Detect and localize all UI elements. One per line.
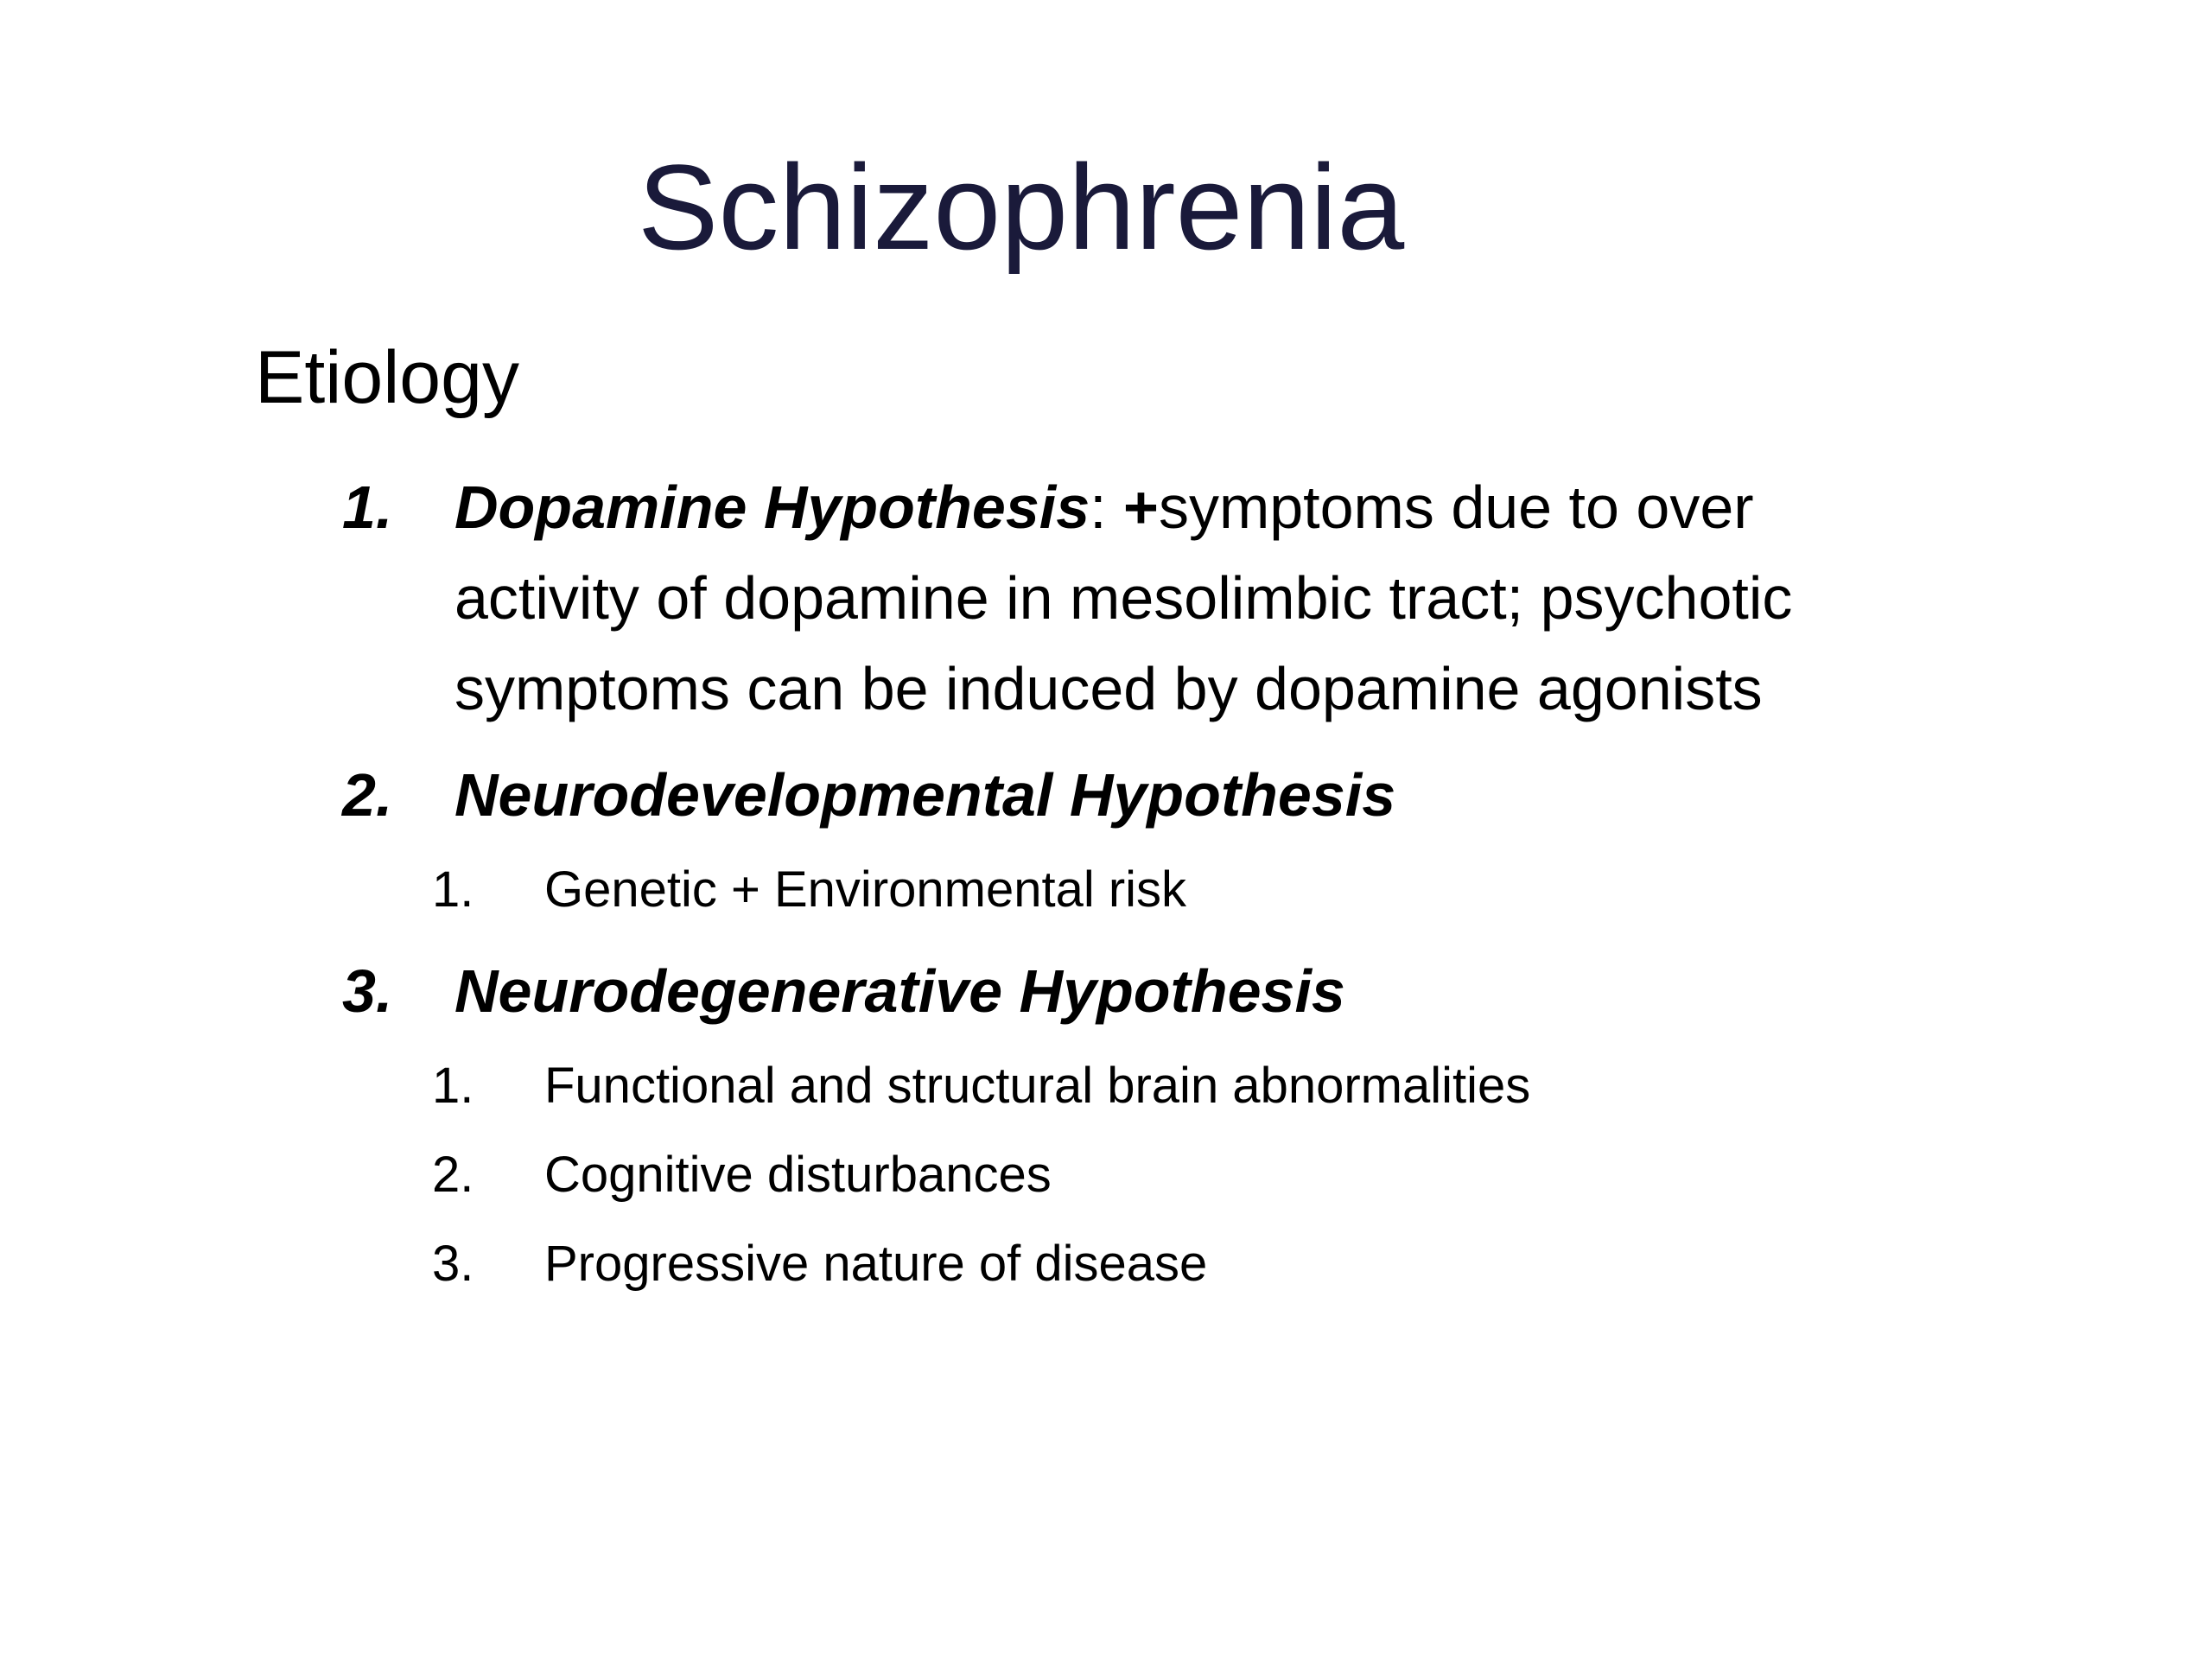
slide-title: Schizophrenia [638,139,1405,275]
hypothesis-heading: Dopamine Hypothesis [454,474,1090,541]
sub-list-text: Functional and structural brain abnormalities [544,1058,1531,1114]
sub-list-text: Genetic + Environmental risk [544,861,1187,918]
hypothesis-heading: Neurodevelopmental Hypothesis [454,761,1396,829]
list-number: 3. [342,957,393,1025]
sub-list-text: Cognitive disturbances [544,1147,1052,1203]
sub-list-number: 2. [432,1147,474,1203]
sub-list-number: 3. [432,1236,474,1292]
sub-list-text: Progressive nature of disease [544,1236,1208,1292]
item-text-line: activity of dopamine in mesolimbic tract; psychotic [454,564,1793,632]
sub-list-number: 1. [432,1058,474,1114]
separator: : [1090,474,1107,541]
list-number: 1. [342,474,393,541]
item-text-line: symptoms can be induced by dopamine agonists [454,655,1763,722]
list-number: 2. [342,761,393,829]
section-heading: Etiology [255,336,519,419]
item-text-line: symptoms due to over [1158,474,1754,541]
plus-sign: + [1123,474,1159,541]
hypothesis-heading: Neurodegenerative Hypothesis [454,957,1345,1025]
sub-list-number: 1. [432,861,474,918]
